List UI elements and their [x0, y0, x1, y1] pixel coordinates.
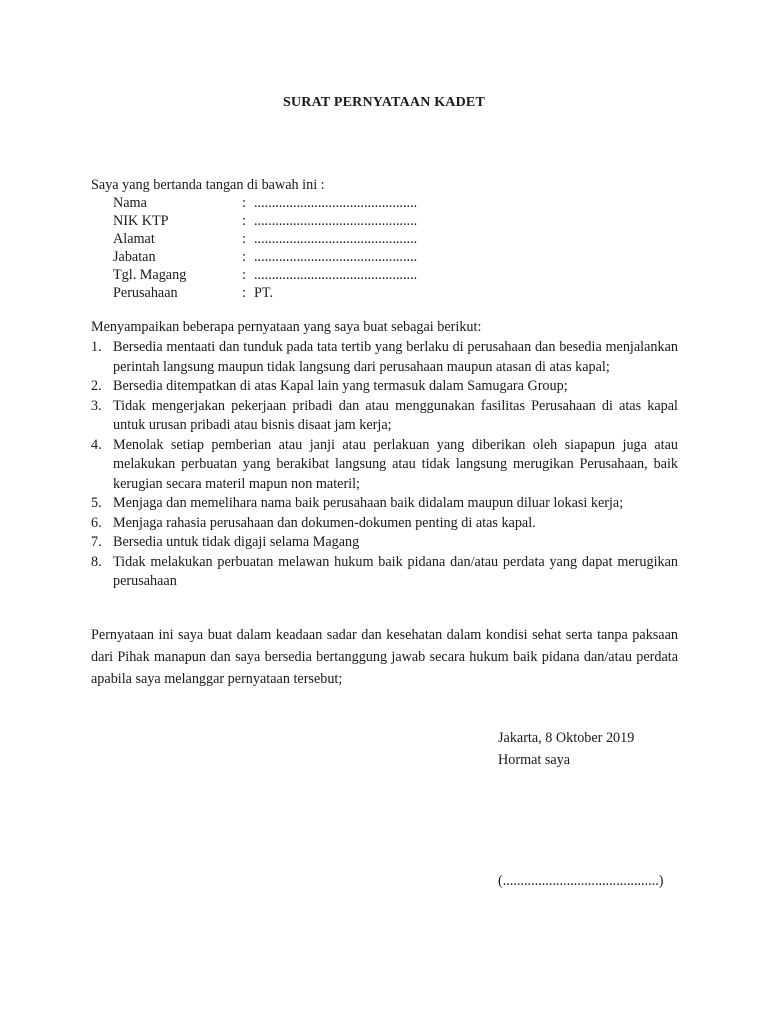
field-value: .............................................. — [254, 195, 418, 211]
field-colon: : — [242, 195, 246, 211]
identity-fields — [113, 194, 417, 302]
statement-item — [91, 338, 678, 377]
statement-item — [91, 397, 678, 436]
field-colon: : — [242, 231, 246, 247]
signature-block — [498, 727, 634, 771]
signature-placeholder: (............................................) — [498, 873, 664, 889]
closing-paragraph: Pernyataan ini saya buat dalam keadaan sadar dan kesehatan dalam kondisi sehat serta tanpa paksaan dari Pihak manapun dan saya bersedia bertanggung jawab secara hukum baik pidana dan/atau perdata apabila saya melanggar pernyataan tersebut; — [91, 627, 678, 687]
statement-text: Menolak setiap pemberian atau janji atau perlakuan yang diberikan oleh siapapun juga atau melakukan perbuatan yang berakibat langsung atau tidak langsung merugikan Perusahaan, baik kerugian secara materil mapun non materil; — [113, 436, 678, 492]
statement-number: 1. — [91, 339, 102, 355]
statement-item — [91, 377, 678, 397]
statement-text: Bersedia untuk tidak digaji selama Magang — [113, 534, 360, 550]
field-colon: : — [242, 267, 246, 283]
statement-list — [91, 338, 678, 592]
field-value: .............................................. — [254, 213, 418, 229]
field-label: Alamat — [113, 231, 155, 247]
field-label: Tgl. Magang — [113, 267, 187, 283]
document-title: SURAT PERNYATAAN KADET — [283, 95, 485, 110]
field-colon: : — [242, 249, 246, 265]
regards-text: Hormat saya — [498, 752, 571, 768]
statement-item — [91, 436, 678, 495]
field-row-alamat — [113, 230, 417, 248]
statement-number: 7. — [91, 534, 102, 550]
field-row-nik-ktp — [113, 212, 417, 230]
field-label: Nama — [113, 195, 147, 211]
statement-item — [91, 494, 678, 514]
statement-item — [91, 514, 678, 534]
statement-number: 3. — [91, 397, 102, 414]
statement-text: Bersedia mentaati dan tunduk pada tata tertib yang berlaku di perusahaan dan besedia menjalankan perintah langsung maupun tidak langsung dari perusahaan maupun atasan di atas kapal; — [113, 339, 678, 375]
field-label: NIK KTP — [113, 213, 169, 229]
field-value: .............................................. — [254, 267, 418, 283]
field-label: Jabatan — [113, 249, 156, 265]
statement-text: Tidak mengerjakan pekerjaan pribadi dan atau menggunakan fasilitas Perusahaan di atas kapal untuk urusan pribadi atau bisnis disaat jam kerja; — [113, 397, 678, 433]
statement-number: 8. — [91, 553, 102, 570]
field-colon: : — [242, 285, 246, 301]
statement-lead: Menyampaikan beberapa pernyataan yang saya buat sebagai berikut: — [91, 319, 482, 335]
statement-text: Menjaga rahasia perusahaan dan dokumen-dokumen penting di atas kapal. — [113, 514, 536, 531]
statement-text: Tidak melakukan perbuatan melawan hukum baik pidana dan/atau perdata yang dapat merugikan perusahaan — [113, 553, 678, 589]
field-value: .............................................. — [254, 249, 418, 265]
place-date: Jakarta, 8 Oktober 2019 — [498, 730, 635, 746]
statement-number: 5. — [91, 495, 102, 511]
field-colon: : — [242, 213, 246, 229]
statement-number: 4. — [91, 436, 102, 453]
field-row-perusahaan — [113, 284, 417, 302]
field-value: .............................................. — [254, 231, 418, 247]
statement-text: Menjaga dan memelihara nama baik perusahaan baik didalam maupun diluar lokasi kerja; — [113, 495, 624, 511]
field-label: Perusahaan — [113, 285, 178, 301]
statement-number: 6. — [91, 514, 102, 531]
statement-number: 2. — [91, 378, 102, 394]
field-value: PT. — [254, 285, 274, 301]
statement-item — [91, 553, 678, 592]
field-row-nama — [113, 194, 417, 212]
statement-item — [91, 533, 678, 553]
intro-text: Saya yang bertanda tangan di bawah ini : — [91, 177, 325, 193]
field-row-tgl-magang — [113, 266, 417, 284]
field-row-jabatan — [113, 248, 417, 266]
statement-text: Bersedia ditempatkan di atas Kapal lain yang termasuk dalam Samugara Group; — [113, 378, 568, 394]
